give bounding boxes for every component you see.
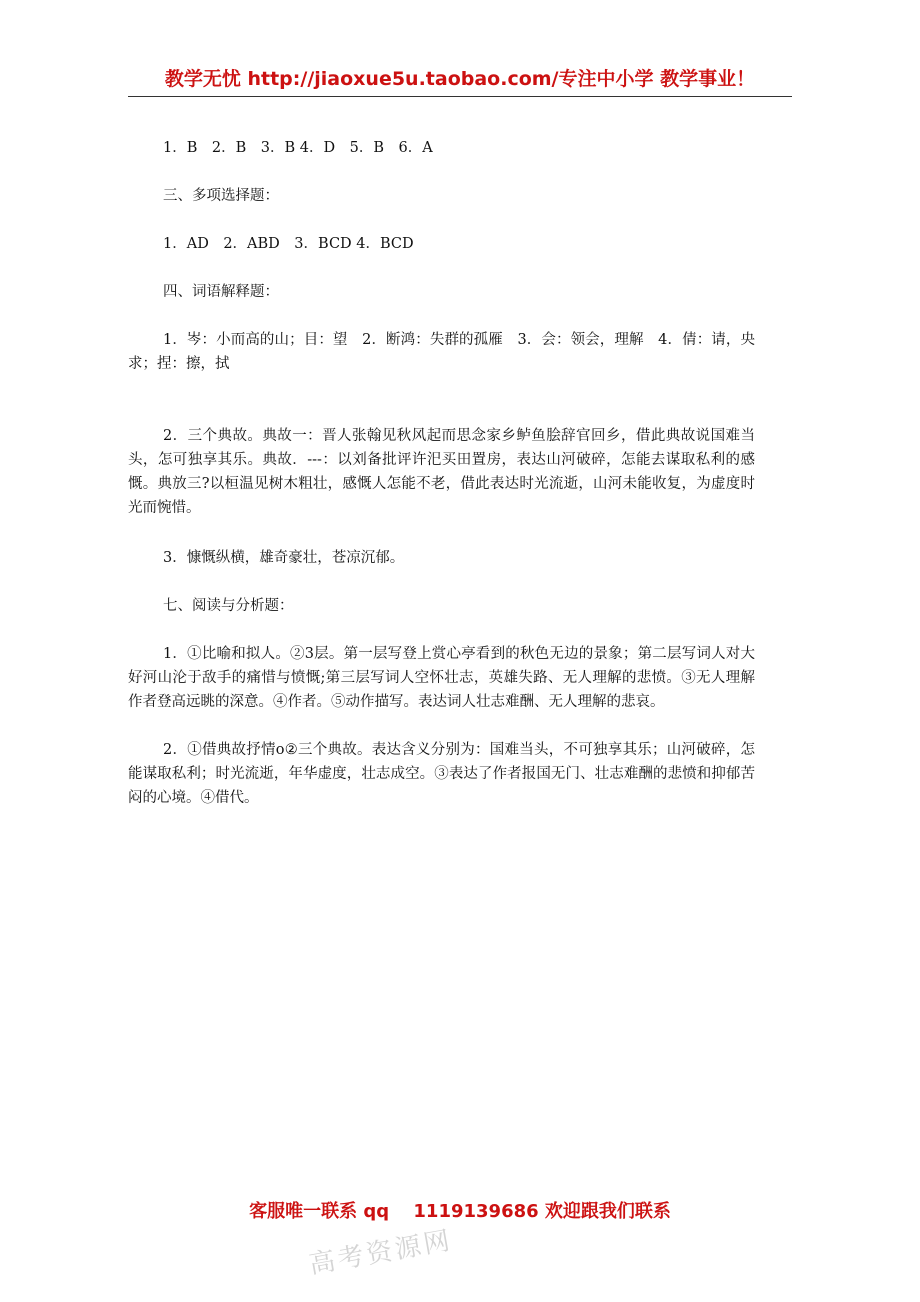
multi-choice-answers: 1．AD 2．ABD 3．BCD 4．BCD bbox=[163, 236, 414, 252]
allusion-answer: 2．三个典故。典故一：晋人张翰见秋风起而思念家乡鲈鱼脍辞官回乡，借此典故说国难当头，怎可独享其乐。典故．---：以刘备批评许汜买田置房，表达山河破碎，怎能去谋取私利的感慨。典放三?以桓温见树木粗壮，感慨人怎能不老，借此表达时光流逝，山河未能收复，为虚度时光而惋惜。 bbox=[128, 428, 755, 516]
reading-title: 七、阅读与分析题： bbox=[163, 598, 294, 614]
watermark-text: 高考资源网 bbox=[306, 1225, 455, 1281]
vocab-title: 四、词语解释题： bbox=[163, 284, 279, 300]
page-footer bbox=[0, 1197, 920, 1223]
multi-choice-title: 三、多项选择题： bbox=[163, 188, 279, 204]
page-header bbox=[128, 62, 792, 97]
footer-contact-text: 客服唯一联系 qq 1119139686 欢迎跟我们联系 bbox=[249, 1201, 671, 1222]
reading-answer-2: 2．①借典故抒情o②三个典故。表达含义分别为：国难当头，不可独享其乐；山河破碎，怎能谋取私利；时光流逝，年华虚度，壮志成空。③表达了作者报国无门、壮志难酬的悲愤和抑郁苦闷的心境。④借代。 bbox=[128, 742, 755, 806]
style-answer: 3．慷慨纵横，雄奇豪壮，苍凉沉郁。 bbox=[163, 550, 405, 566]
reading-answer-1: 1．①比喻和拟人。②3层。第一层写登上赏心亭看到的秋色无边的景象；第二层写词人对大好河山沦于敌手的痛惜与愤慨;第三层写词人空怀壮志，英雄失路、无人理解的悲愤。③无人理解作者登高远眺的深意。④作者。⑤动作描写。表达词人壮志难酬、无人理解的悲哀。 bbox=[128, 646, 755, 710]
vocab-answers: 1．岑：小而高的山；目：望 2．断鸿：失群的孤雁 3．会：领会，理解 4．倩：请，央求；捏：擦，拭 bbox=[128, 332, 755, 372]
header-banner-text: 教学无忧 http://jiaoxue5u.taobao.com/专注中小学 教学事业！ bbox=[164, 68, 756, 90]
single-choice-answers: 1．B 2．B 3．B 4．D 5．B 6．A bbox=[163, 140, 433, 156]
